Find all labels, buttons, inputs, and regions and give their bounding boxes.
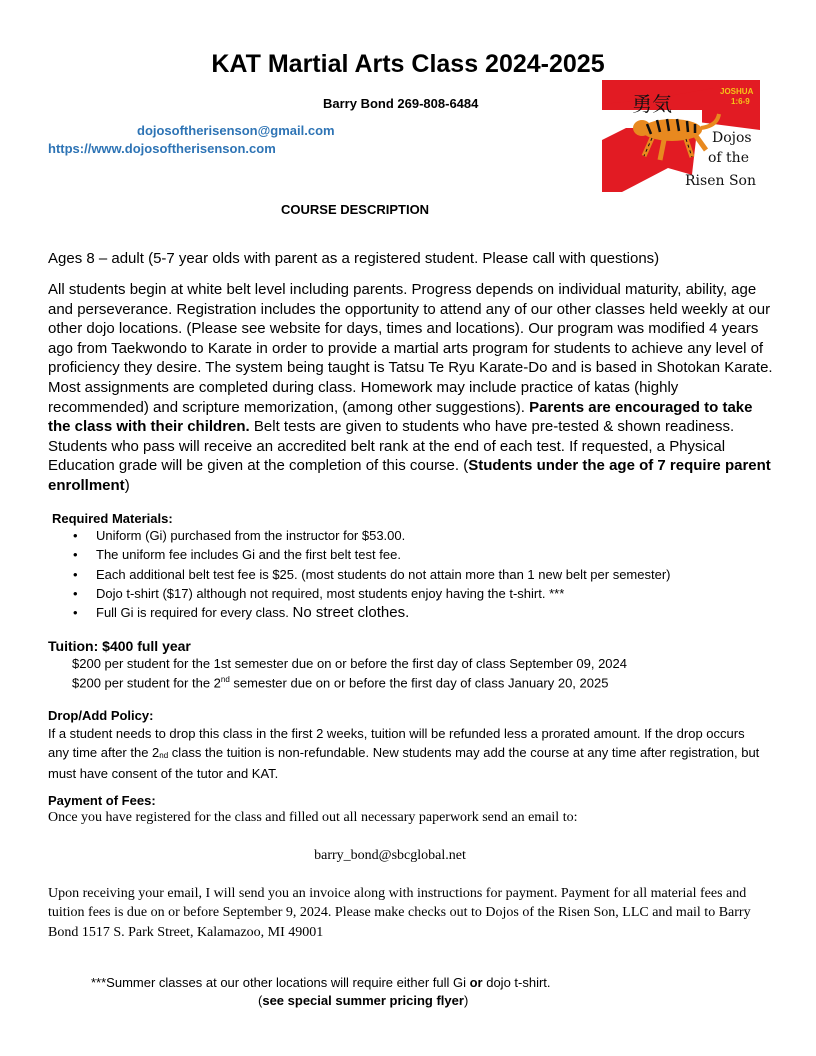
list-item: • The uniform fee includes Gi and the first belt test fee. <box>70 545 790 564</box>
payment-email[interactable]: barry_bond@sbcglobal.net <box>314 848 466 863</box>
drop-heading: Drop/Add Policy: <box>48 708 154 723</box>
page-title: KAT Martial Arts Class 2024-2025 <box>211 50 605 78</box>
contact-email[interactable]: dojosoftherisenson@gmail.com <box>137 123 335 138</box>
course-description <box>48 280 778 496</box>
summer-note <box>91 975 551 990</box>
summer-flyer-close: ) <box>463 993 469 1008</box>
desc-text-1: All students begin at white belt level including parents. Progress depends on individual maturity, ability, age and perseverance. Registration includes the opportunity to attend any of our other classes held weekly at our other dojo locations. (Please see website for days, times and locations). Our program was modified 4 years ago from Taekwondo to Karate in order to provide a martial arts program for students to achieve any level of proficiency they desire. The system being taught is Tatsu Te Ryu Karate-Do and is based in Shotokan Karate. Most assignments are completed during class. Homework may include practice of katas (highly recommended) and scripture memorization, (among other suggestions). <box>48 281 773 416</box>
tuition-line-2-b: semester due on or before the first day of class January 20, 2025 <box>229 675 609 691</box>
desc-text-3: ) <box>124 476 130 494</box>
summer-flyer-note <box>258 993 468 1008</box>
logo-verse-1: JOSHUA <box>720 87 754 96</box>
tuition-line-2-a: $200 per student for the 2 <box>72 675 221 691</box>
logo-verse-2: 1:6-9 <box>731 97 750 106</box>
summer-note-b: dojo t-shirt. <box>482 975 551 990</box>
summer-note-a: ***Summer classes at our other locations will require either full Gi <box>91 975 470 990</box>
drop-policy-text <box>48 725 768 784</box>
list-item: • Uniform (Gi) purchased from the instructor for $53.00. <box>70 526 790 545</box>
drop-text-sub: nd <box>159 750 169 760</box>
payment-intro: Once you have registered for the class and filled out all necessary paperwork send an email to: <box>48 810 578 825</box>
summer-flyer-bold: see special summer pricing flyer <box>262 993 464 1008</box>
drop-text-a: If a student needs to drop this class in the first 2 weeks, tuition will be refunded less a prorated amount. If the drop occurs any time after the 2 <box>48 726 745 760</box>
payment-details: Upon receiving your email, I will send you an invoice along with instructions for payment. Payment for all material fees and tuition fees is due on or before September 9, 2024. Please make checks out to Dojos of the Risen Son, LLC and mail to Barry Bond 1517 S. Park Street, Kalamazoo, MI 49001 <box>48 886 751 940</box>
materials-list <box>70 526 790 622</box>
payment-heading: Payment of Fees: <box>48 793 156 808</box>
full-gi-text: Full Gi is required for every class. <box>96 605 293 621</box>
dojo-logo <box>602 80 760 192</box>
list-item: • Each additional belt test fee is $25. (most students do not attain more than 1 new belt per semester) <box>70 565 790 584</box>
materials-heading: Required Materials: <box>52 511 173 526</box>
list-item: • Dojo t-shirt ($17) although not required, most students enjoy having the t-shirt. *** <box>70 584 790 603</box>
summer-flyer-open: ( <box>258 993 263 1008</box>
no-street-clothes: No street clothes. <box>292 604 410 622</box>
drop-text-b: class the tuition is non-refundable. New students may add the course at any time after registration, but must have consent of the tutor and KAT. <box>48 744 760 781</box>
logo-name-2: of the <box>708 150 749 166</box>
desc-bold-parents: Parents are encouraged to take the class with their children. <box>48 398 753 436</box>
desc-text-2: Belt tests are given to students who have pre-tested & shown readiness. Students who pass will receive an accredited belt rank at the end of each test. If requested, a Physical Education grade will be given at the completion of this course. ( <box>48 418 735 475</box>
contact-info: Barry Bond 269-808-6484 <box>323 96 479 111</box>
list-item <box>70 603 790 622</box>
tuition-line-2 <box>72 675 608 690</box>
desc-bold-enrollment: Students under the age of 7 require parent enrollment <box>48 457 771 494</box>
website-link[interactable]: https://www.dojosoftherisenson.com <box>48 141 276 156</box>
course-heading: COURSE DESCRIPTION <box>281 202 430 217</box>
logo-name-1: Dojos <box>712 130 752 146</box>
logo-name-3: Risen Son <box>685 173 756 189</box>
tuition-line-1: $200 per student for the 1st semester due on or before the first day of class September 09, 2024 <box>72 656 627 671</box>
tuition-line-2-sup: nd <box>220 675 230 684</box>
summer-note-or: or <box>469 975 483 990</box>
dojo-logo-graphic <box>602 80 760 192</box>
tuition-heading: Tuition: $400 full year <box>48 638 191 654</box>
logo-kanji: 勇気 <box>632 92 672 116</box>
ages-line: Ages 8 – adult (5-7 year olds with parent as a registered student. Please call with questions) <box>48 250 660 267</box>
